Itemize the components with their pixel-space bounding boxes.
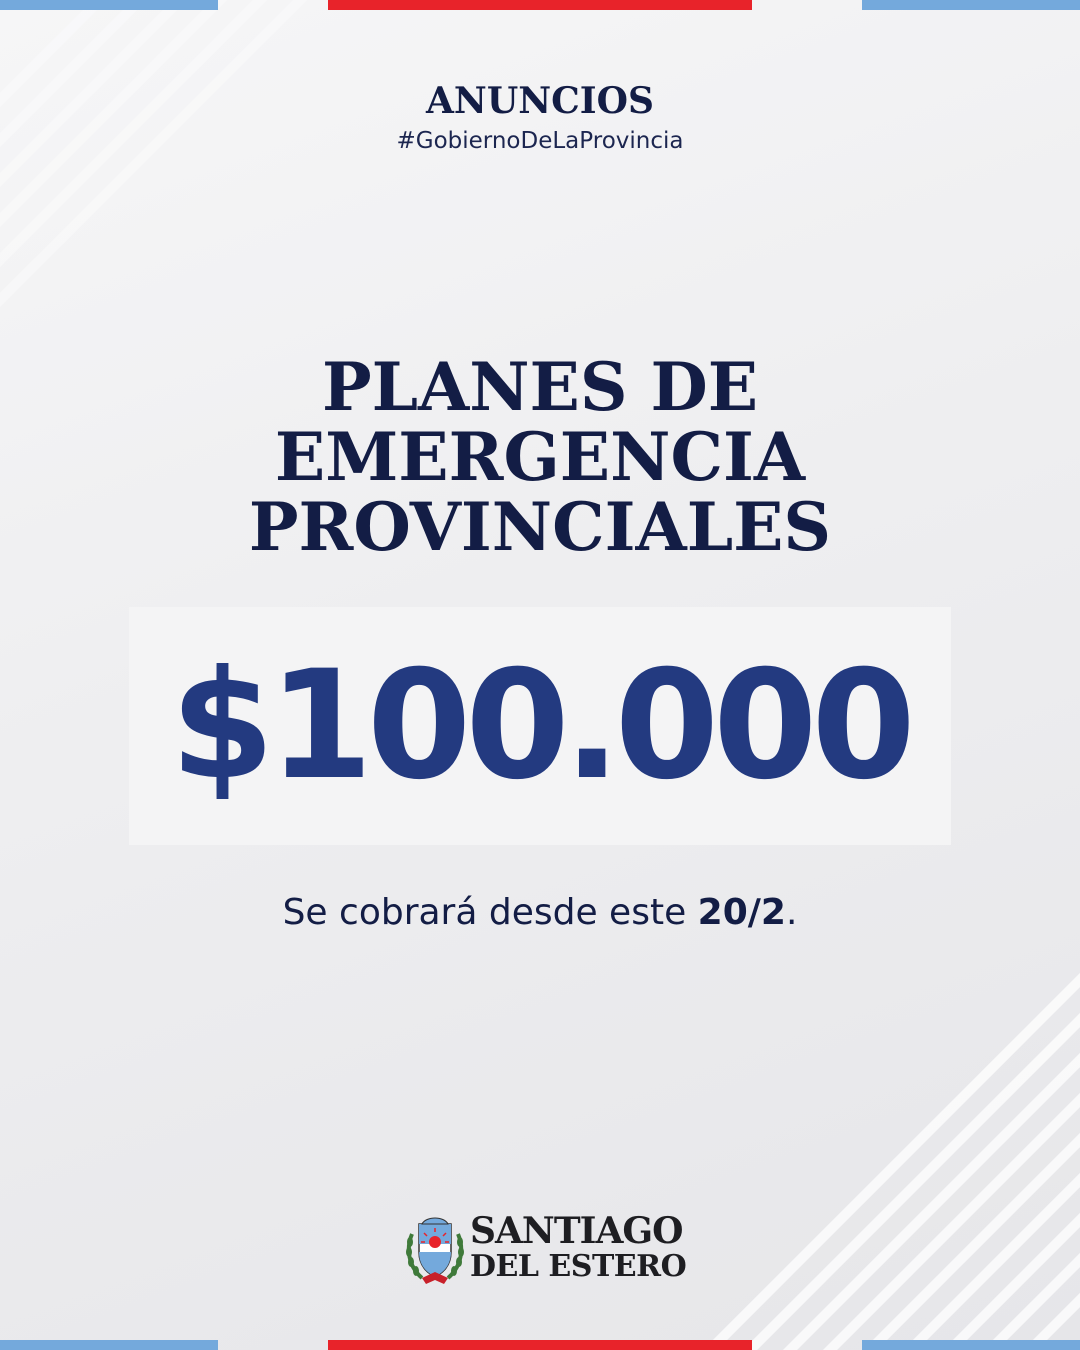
top-bar-center-red bbox=[328, 0, 752, 10]
payment-date: 20/2 bbox=[697, 892, 786, 933]
headline-line: EMERGENCIA bbox=[274, 418, 806, 496]
bottom-bar-center-red bbox=[328, 1340, 752, 1350]
logo-wordmark bbox=[470, 1212, 686, 1284]
santiago-del-estero-logo bbox=[404, 1210, 687, 1288]
payment-date-text bbox=[0, 892, 1080, 933]
section-title: ANUNCIOS bbox=[426, 80, 654, 122]
top-bar-left-blue bbox=[0, 0, 218, 10]
logo-line-del-estero: DEL ESTERO bbox=[470, 1249, 687, 1284]
headline bbox=[0, 348, 1080, 566]
top-bar-right-blue bbox=[862, 0, 1080, 10]
bottom-bar-right-blue bbox=[862, 1340, 1080, 1350]
bottom-bar-left-blue bbox=[0, 1340, 218, 1350]
amount-value: $100.000 bbox=[170, 639, 910, 813]
subline-prefix: Se cobrará desde este bbox=[282, 892, 698, 933]
provincial-coat-of-arms-icon bbox=[404, 1214, 466, 1286]
amount-box bbox=[129, 607, 951, 845]
hashtag: #GobiernoDeLaProvincia bbox=[396, 128, 684, 154]
headline-line: PLANES DE bbox=[321, 348, 759, 426]
headline-line: PROVINCIALES bbox=[248, 488, 832, 566]
subline-suffix: . bbox=[785, 892, 798, 933]
logo-line-santiago: SANTIAGO bbox=[470, 1210, 683, 1252]
